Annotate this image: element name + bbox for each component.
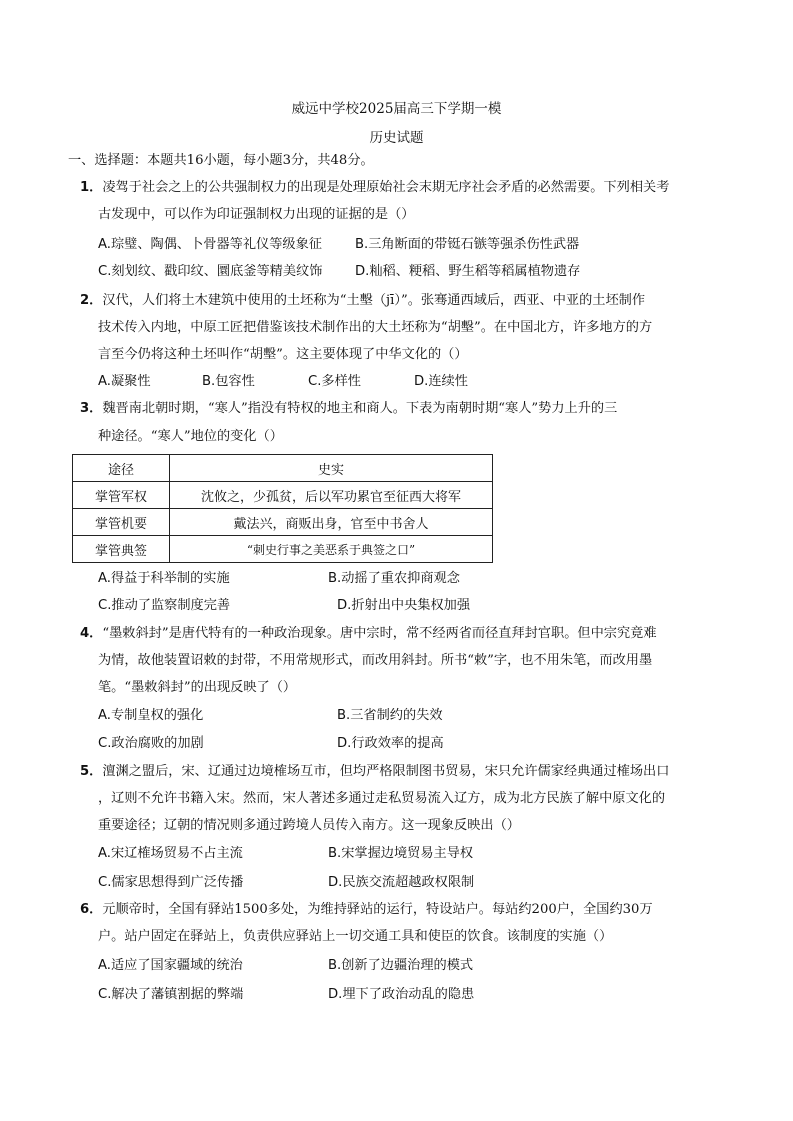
question-text: 澶渊之盟后，宋、辽通过边境榷场互市，但均严格限制图书贸易，宋只允许儒家经典通过榷场出口	[102, 764, 670, 779]
table-header-row	[73, 455, 493, 482]
table-cell: 沈攸之，少孤贫，后以军功累官至征西大将军	[170, 482, 493, 509]
option-a[interactable]: A.宋辽榷场贸易不占主流	[98, 846, 243, 861]
table-row	[73, 482, 493, 509]
question-text: 重要途径；辽朝的情况则多通过跨境人员传入南方。这一现象反映出（）	[98, 818, 520, 833]
table-cell: 戴法兴，商贩出身，官至中书舍人	[170, 509, 493, 536]
option-d[interactable]: D.民族交流超越政权限制	[328, 875, 475, 890]
question-text: 言至今仍将这种土坯叫作“胡墼”。这主要体现了中华文化的（）	[98, 347, 468, 362]
question-number: 4．	[80, 626, 103, 641]
question-number: 6．	[80, 902, 103, 917]
option-c[interactable]: C.多样性	[308, 374, 361, 389]
question-text: 元顺帝时，全国有驿站1500多处，为维持驿站的运行，特设站户。每站约200户，全国约30万	[102, 902, 653, 917]
question-text: 为情，故他装置诏敕的封带，不用常规形式，而改用斜封。所书“敕”字，也不用朱笔，而改用墨	[98, 653, 653, 668]
option-d[interactable]: D.连续性	[414, 374, 468, 389]
option-c[interactable]: C.刻划纹、戳印纹、圜底釜等精美纹饰	[98, 264, 323, 279]
table-cell: 掌管机要	[73, 509, 170, 536]
table-cell: “刺史行事之美恶系于典签之口”	[170, 536, 493, 563]
data-table	[72, 454, 493, 563]
table-cell: 掌管军权	[73, 482, 170, 509]
option-a[interactable]: A.得益于科举制的实施	[98, 571, 230, 586]
question-number: 3．	[80, 401, 103, 416]
option-b[interactable]: B.创新了边疆治理的模式	[328, 958, 474, 973]
question-number: 1．	[80, 180, 103, 195]
option-d[interactable]: D.籼稻、粳稻、野生稻等稻属植物遗存	[355, 264, 581, 279]
option-a[interactable]: A.凝聚性	[98, 374, 151, 389]
question-text: “墨敕斜封”是唐代特有的一种政治现象。唐中宗时，常不经两省而径直拜封官职。但中宗究竟难	[102, 626, 657, 641]
question-text: 汉代，人们将土木建筑中使用的土坯称为“土墼（jī）”。张骞通西域后，西亚、中亚的土坯制作	[102, 293, 646, 308]
option-b[interactable]: B.动摇了重农抑商观念	[328, 571, 460, 586]
question-text: 魏晋南北朝时期，“寒人”指没有特权的地主和商人。下表为南朝时期“寒人”势力上升的三	[102, 401, 618, 416]
option-a[interactable]: A.专制皇权的强化	[98, 708, 204, 723]
option-d[interactable]: D.行政效率的提高	[337, 736, 444, 751]
question-text: ，辽则不允许书籍入宋。然而，宋人著述多通过走私贸易流入辽方，成为北方民族了解中原文化的	[98, 791, 666, 806]
section-heading: 一、选择题：本题共16小题，每小题3分，共48分。	[68, 153, 374, 168]
question-number: 5．	[80, 764, 103, 779]
question-text: 技术传入内地，中原工匠把借鉴该技术制作出的大土坯称为“胡墼”。在中国北方，许多地方的方	[98, 320, 653, 335]
question-text: 户。站户固定在驿站上，负责供应驿站上一切交通工具和使臣的饮食。该制度的实施（）	[98, 929, 613, 944]
option-b[interactable]: B.包容性	[202, 374, 255, 389]
table-cell: 掌管典签	[73, 536, 170, 563]
option-c[interactable]: C.解决了藩镇割据的弊端	[98, 987, 244, 1002]
option-c[interactable]: C.儒家思想得到广泛传播	[98, 875, 244, 890]
option-a[interactable]: A.琮璧、陶偶、卜骨器等礼仪等级象征	[98, 237, 322, 252]
table-row	[73, 509, 493, 536]
question-text: 古发现中，可以作为印证强制权力出现的证据的是（）	[98, 207, 415, 222]
option-c[interactable]: C.推动了监察制度完善	[98, 598, 231, 613]
option-c[interactable]: C.政治腐败的加剧	[98, 736, 204, 751]
option-d[interactable]: D.折射出中央集权加强	[337, 598, 471, 613]
option-d[interactable]: D.埋下了政治动乱的隐患	[328, 987, 475, 1002]
table-row	[73, 536, 493, 563]
table-header: 途径	[73, 455, 170, 482]
question-text: 凌驾于社会之上的公共强制权力的出现是处理原始社会末期无序社会矛盾的必然需要。下列相关考	[102, 180, 670, 195]
option-b[interactable]: B.宋掌握边境贸易主导权	[328, 846, 474, 861]
question-text: 笔。“墨敕斜封”的出现反映了（）	[98, 680, 297, 695]
option-b[interactable]: B.三省制约的失效	[337, 708, 443, 723]
question-number: 2．	[80, 293, 103, 308]
question-text: 种途径。“寒人”地位的变化（）	[98, 429, 283, 444]
table-header: 史实	[170, 455, 493, 482]
exam-subtitle: 历史试题	[369, 130, 424, 146]
option-b[interactable]: B.三角断面的带铤石镞等强杀伤性武器	[355, 237, 580, 252]
exam-title: 威远中学校2025届高三下学期一模	[291, 101, 502, 117]
option-a[interactable]: A.适应了国家疆域的统治	[98, 958, 243, 973]
